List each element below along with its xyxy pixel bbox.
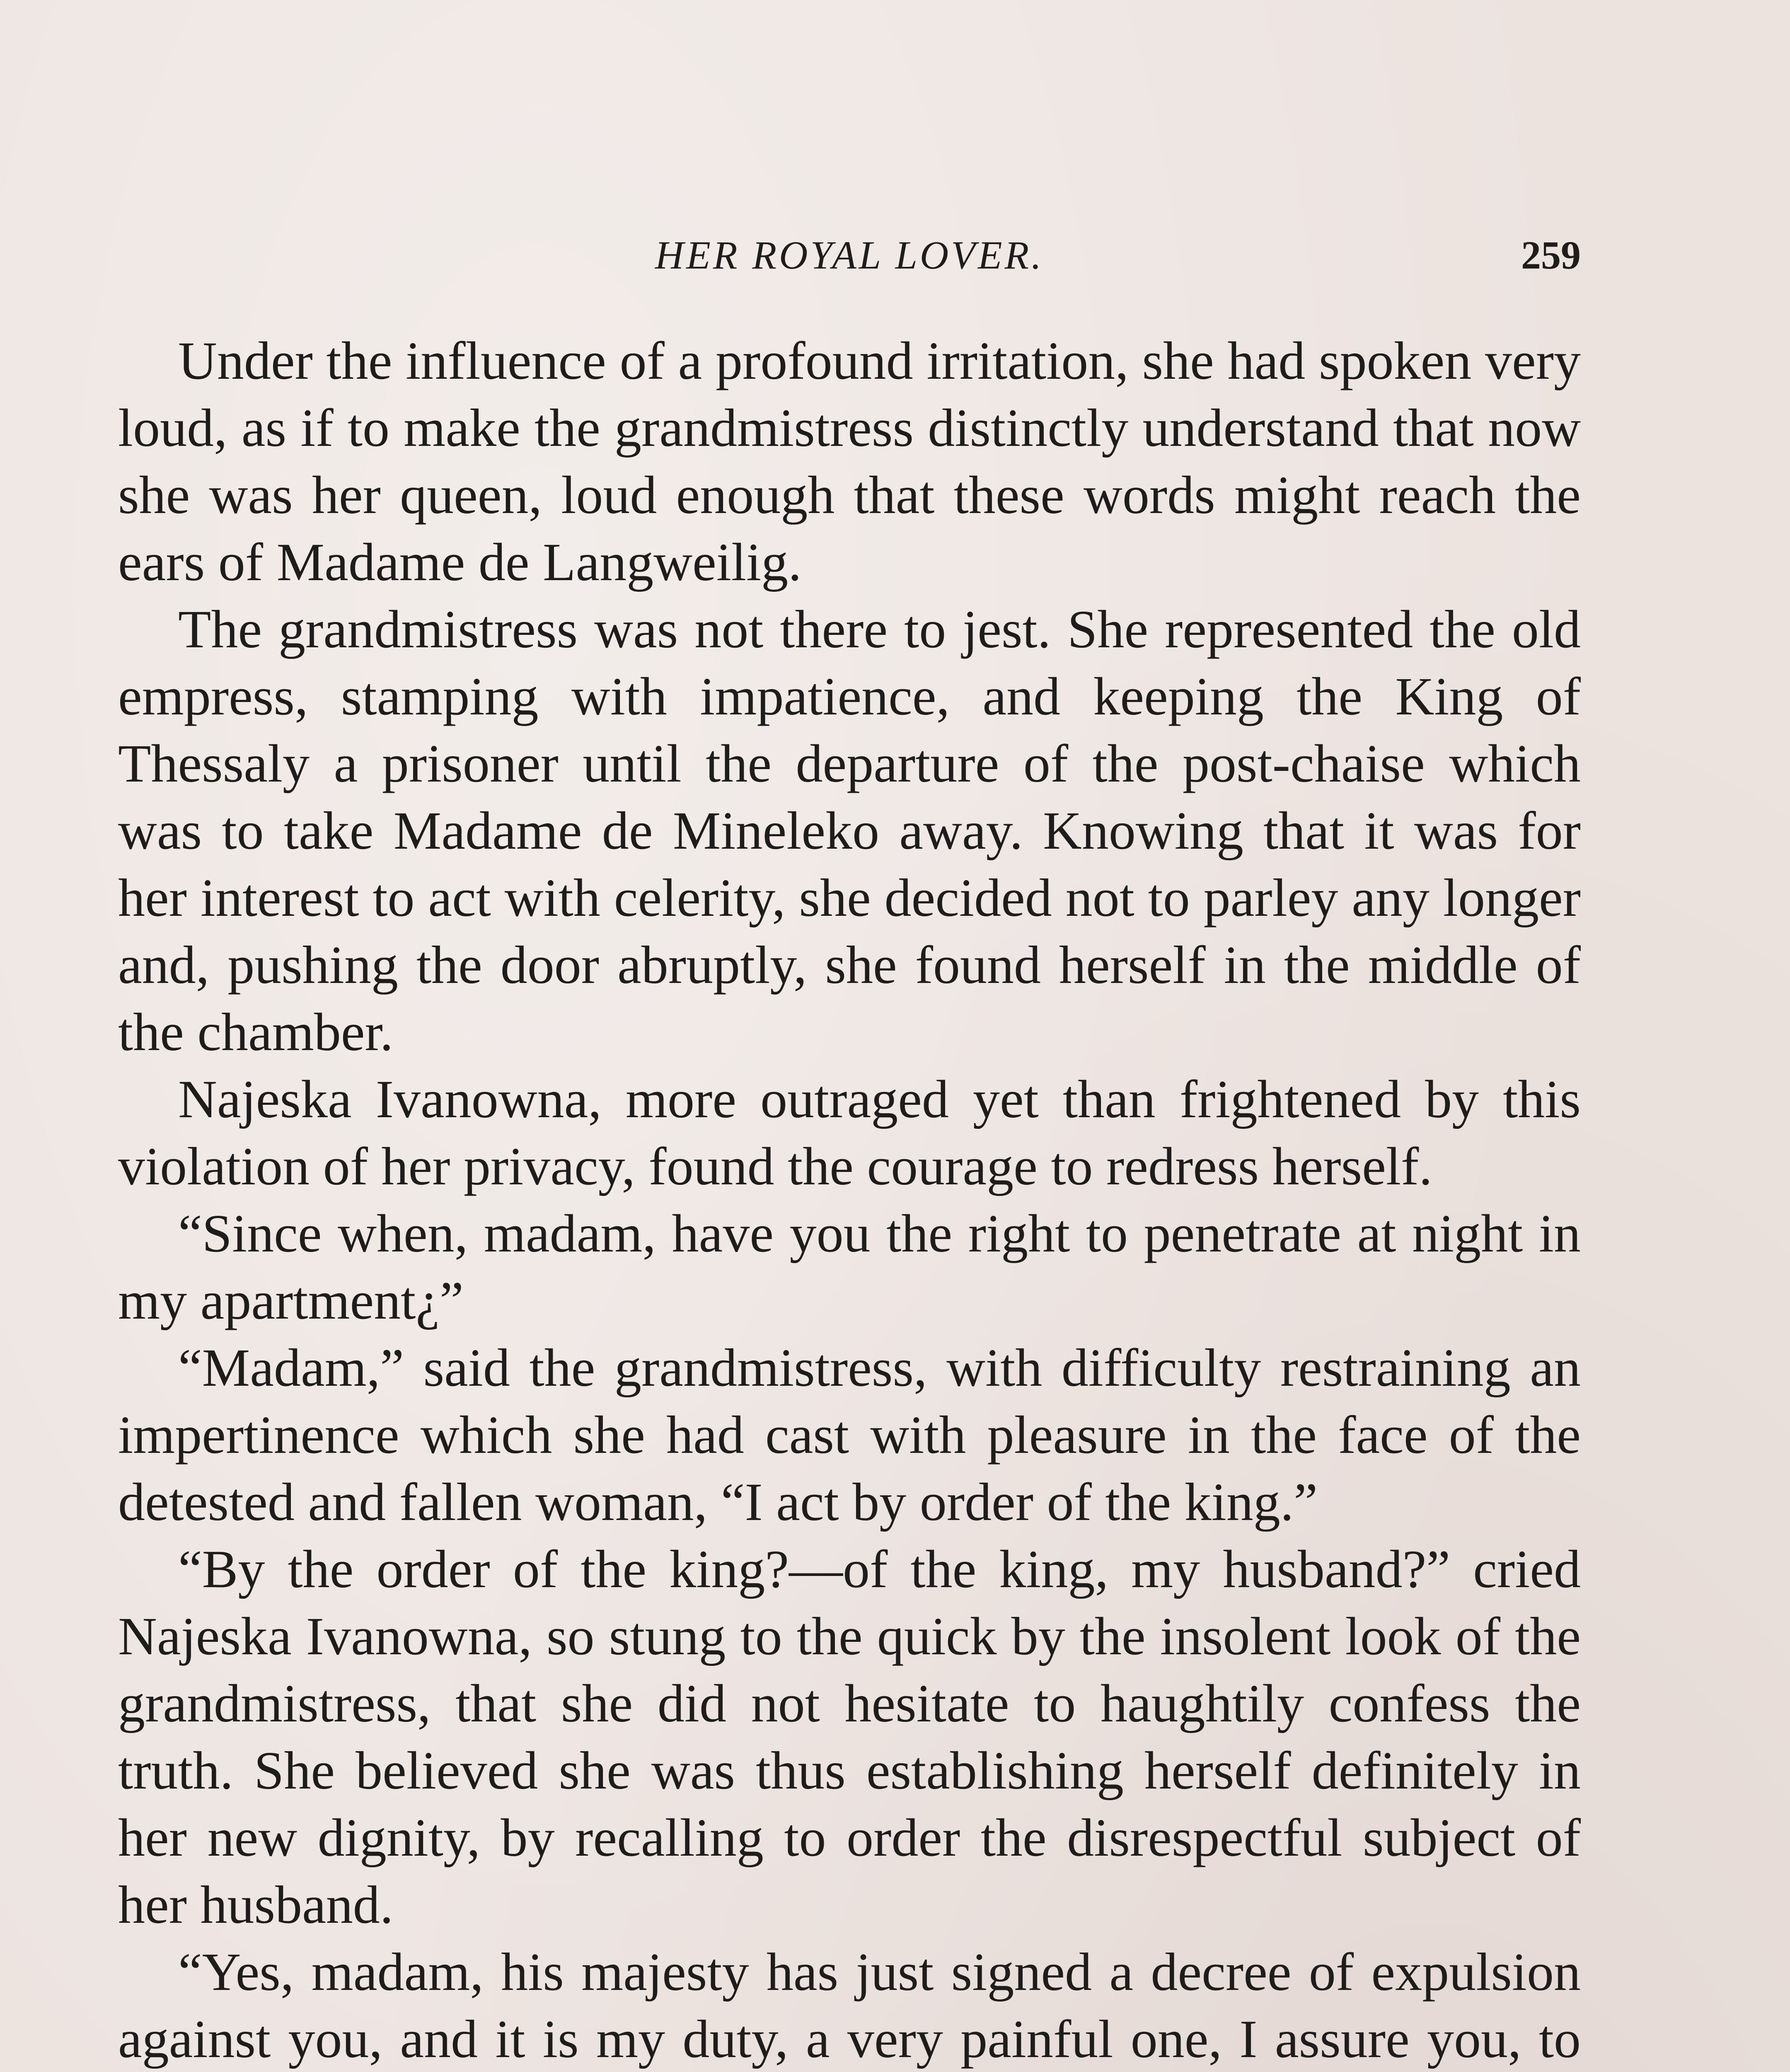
paragraph-2: The grandmistress was not there to jest. She represented the old empress, stamping with impatience, and keeping the King of Thessaly a prisoner until the departure of the post-chaise which was to take Madame de Mineleko away. Knowing that it was for her interest to act with celerity, she decided not to parley any longer and, pushing the door abruptly, she found herself in the middle of the chamber.	[118, 600, 1581, 1062]
paragraph-1: Under the influence of a profound irritation, she had spoken very loud, as if to make the grandmistress distinctly understand that now she was her queen, loud enough that these words might reach the ears of Madame de Langweilig.	[118, 331, 1581, 592]
paragraph-3: Najeska Ivanowna, more outraged yet than frightened by this violation of her privacy, found the courage to redress herself.	[118, 1070, 1581, 1196]
page-number: 259	[1521, 233, 1581, 277]
body-text	[118, 327, 1581, 2072]
paragraph-6: “By the order of the king?—of the king, my husband?” cried Najeska Ivanowna, so stung to the quick by the insolent look of the grandmistress, that she did not hesitate to haughtily confess the truth. She believed she was thus establishing herself definitely in her new dignity, by recalling to order the disrespectful subject of her husband.	[118, 1539, 1581, 1935]
running-title: HER ROYAL LOVER.	[655, 233, 1044, 277]
paragraph-7: “Yes, madam, his majesty has just signed a decree of expulsion against you, and it is my duty, a very painful one, I assure you, to	[118, 1942, 1581, 2069]
paragraph-5: “Madam,” said the grandmistress, with difficulty restraining an impertinence which she had cast with pleasure in the face of the detested and fallen woman, “I act by order of the king.”	[118, 1338, 1581, 1532]
running-head	[118, 232, 1581, 294]
paragraph-4: “Since when, madam, have you the right to penetrate at night in my apartment¿”	[118, 1204, 1581, 1331]
